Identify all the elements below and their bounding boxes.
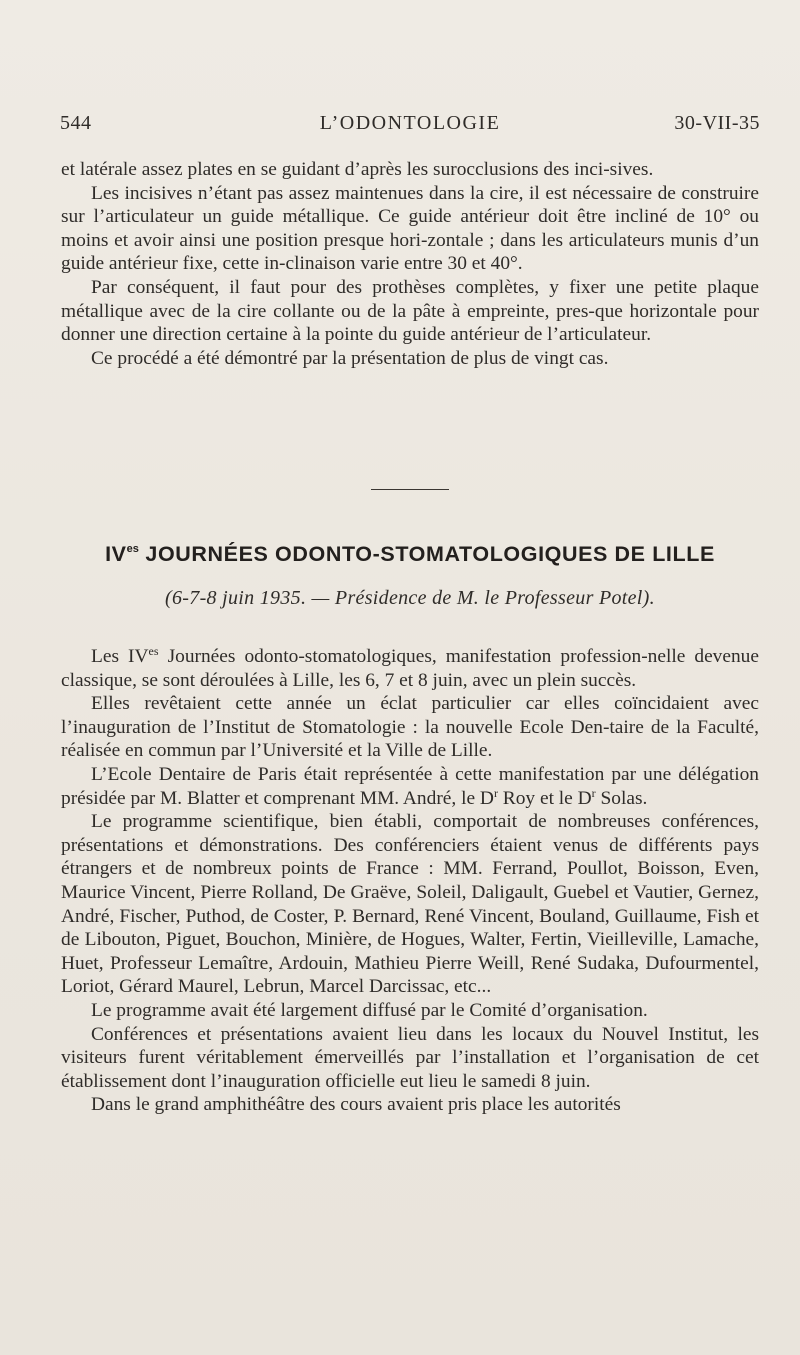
paragraph: Dans le grand amphithéâtre des cours avaient pris place les autorités [91, 1094, 621, 1116]
section2-body [61, 645, 759, 1117]
heading-main: JOURNÉES ODONTO-STOMATOLOGIQUES DE LILLE [138, 542, 715, 566]
paragraph: Ce procédé a été démontré par la présentation de plus de vingt cas. [91, 347, 609, 369]
intro-start: Les IV [91, 646, 149, 667]
paragraph: Par conséquent, il faut pour des prothèses complètes, y fixer une petite plaque métallique avec de la cire collante ou de la pâte à empreinte, pres-que horizontale pour donner une direction certaine à la pointe du guide antérieur de l’articulateur. [61, 276, 759, 346]
paragraph: et latérale assez plates en se guidant d’après les surocclusions des inci-sives. [61, 159, 654, 180]
superscript: es [148, 644, 159, 658]
running-header [60, 112, 760, 140]
paragraph: Le programme scientifique, bien établi, comportait de nombreuses conférences, présentations et démonstrations. Des conférenciers étaient venus de différents pays étrangers et de nombreux points de France : MM. Ferrand, Poullot, Boisson, Even, Maurice Vincent, Pierre Rolland, De Graëve, Soleil, Daligault, Guebel et Vautier, Gernez, André, Fischer, Puthod, de Coster, P. Bernard, René Vincent, Bouland, Guillaume, Fish et de Libouton, Piguet, Bouchon, Minière, de Hogues, Walter, Fertin, Vieilleville, Lamache, Huet, Professeur Lemaître, Ardouin, Mathieu Pierre Weill, René Sudaka, Dufourmentel, Loriot, Gérard Maurel, Lebrun, Marcel Darcissac, etc... [61, 811, 759, 998]
section-subheading: (6-7-8 juin 1935. — Présidence de M. le Professeur Potel). [165, 587, 655, 609]
heading-prefix: IV [105, 542, 127, 566]
page-number: 544 [60, 112, 92, 134]
intro-rest: Journées odonto-stomatologiques, manifestation profession-nelle devenue classique, se sont déroulées à Lille, les 6, 7 et 8 juin, avec un plein succès. [61, 646, 759, 691]
paragraph [61, 763, 759, 810]
superscript: r [591, 785, 596, 800]
section-divider [371, 489, 449, 490]
section-heading [60, 542, 760, 567]
issue-date: 30-VII-35 [674, 112, 760, 134]
text-run: Roy et le D [497, 787, 592, 809]
superscript: r [493, 785, 498, 800]
journal-title: L’ODONTOLOGIE [319, 112, 501, 134]
paragraph [61, 645, 759, 692]
text-run: Solas. [595, 787, 648, 809]
paragraph: Conférences et présentations avaient lieu dans les locaux du Nouvel Institut, les visiteurs furent véritablement émerveillés par l’installation et l’organisation de cet établissement dont l’inauguration officielle eut lieu le samedi 8 juin. [61, 1023, 759, 1092]
text-run: L’Ecole Dentaire de Paris était représentée à cette manifestation par une délégation présidée par M. Blatter et comprenant MM. André, le D [61, 763, 759, 809]
heading-superscript: es [126, 543, 139, 555]
section1-body [61, 158, 759, 370]
paragraph: Le programme avait été largement diffusé par le Comité d’organisation. [91, 999, 648, 1021]
paragraph: Elles revêtaient cette année un éclat particulier car elles coïncidaient avec l’inauguration de l’Institut de Stomatologie : la nouvelle Ecole Den-taire de la Faculté, réalisée en commun par l’Université et la Ville de Lille. [61, 693, 759, 762]
paragraph: Les incisives n’étant pas assez maintenues dans la cire, il est nécessaire de construire sur l’articulateur un guide métallique. Ce guide antérieur doit être incliné de 10° ou moins et avoir ainsi une position presque hori-zontale ; dans les articulateurs munis d’un guide antérieur fixe, cette in-clinaison varie entre 30 et 40°. [61, 182, 759, 275]
